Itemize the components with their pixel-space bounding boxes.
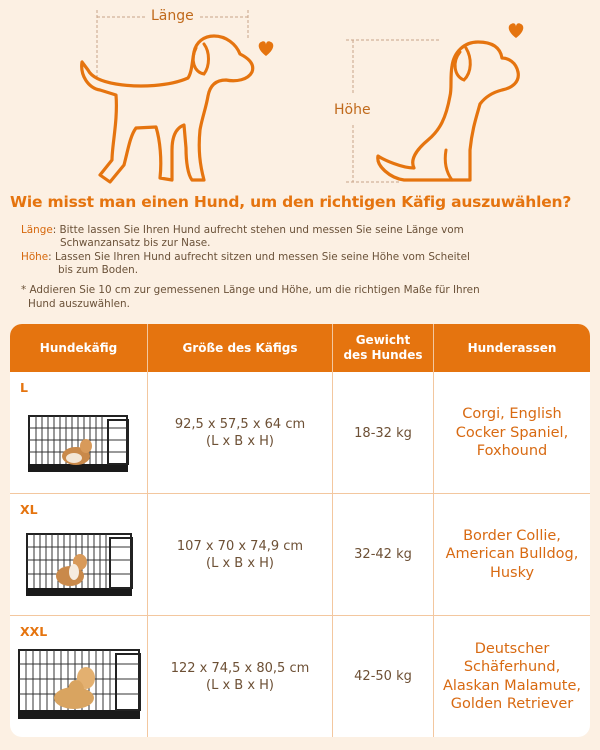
breed-line: Border Collie, bbox=[463, 527, 561, 544]
dog-weight: 32-42 kg bbox=[354, 547, 412, 562]
dimensions-value: 122 x 74,5 x 80,5 cm bbox=[170, 660, 310, 676]
breed-line: Deutscher bbox=[474, 640, 550, 657]
length-term: Länge bbox=[21, 224, 53, 236]
length-instruction bbox=[21, 224, 464, 250]
cage-dimensions bbox=[148, 373, 332, 493]
dimensions-note: (L x B x H) bbox=[206, 434, 274, 449]
dimensions-value: 107 x 70 x 74,9 cm bbox=[176, 538, 304, 554]
cage-size-label: L bbox=[20, 380, 28, 395]
cage-size-label: XL bbox=[20, 502, 38, 517]
size-table bbox=[10, 324, 590, 737]
breed-line: Husky bbox=[489, 564, 535, 581]
note-line2: Hund auszuwählen. bbox=[28, 297, 130, 310]
height-label: Höhe bbox=[334, 102, 371, 118]
heart-icon bbox=[509, 23, 524, 38]
cage-image bbox=[26, 406, 132, 476]
breed-line: Golden Retriever bbox=[450, 696, 574, 712]
cage-size-label: XXL bbox=[20, 624, 48, 639]
cage-dimensions bbox=[148, 616, 332, 737]
page-title: Wie misst man einen Hund, um den richtigen Käfig auszuwählen? bbox=[10, 193, 572, 211]
header-cage: Hundekäfig bbox=[39, 340, 118, 355]
length-instruction-line1: : Bitte lassen Sie Ihren Hund aufrecht stehen und messen Sie seine Länge vom bbox=[52, 224, 464, 236]
breed-line: Cocker Spaniel, bbox=[455, 424, 569, 441]
breed-line: American Bulldog, bbox=[445, 546, 579, 563]
breed-line: Foxhound bbox=[476, 443, 548, 460]
cage-dimensions bbox=[148, 494, 332, 615]
breed-line: Corgi, English bbox=[462, 406, 562, 423]
height-term: Höhe bbox=[21, 251, 49, 263]
standing-dog-ear-icon bbox=[193, 44, 208, 74]
header-size: Größe des Käfigs bbox=[182, 340, 298, 355]
length-label: Länge bbox=[151, 8, 194, 24]
header-breeds: Hunderassen bbox=[467, 340, 557, 355]
dog-breeds bbox=[434, 494, 590, 615]
dimensions-value: 92,5 x 57,5 x 64 cm bbox=[174, 417, 306, 432]
length-instruction-line2: Schwanzansatz bis zur Nase. bbox=[60, 237, 211, 249]
dimensions-note: (L x B x H) bbox=[206, 555, 274, 571]
height-instruction bbox=[21, 251, 470, 277]
cage-image bbox=[16, 644, 144, 724]
sitting-dog-icon bbox=[378, 42, 519, 180]
breed-line: Schäferhund, bbox=[463, 659, 561, 675]
header-weight-line1: Gewicht bbox=[355, 333, 411, 347]
heart-icon bbox=[259, 41, 274, 56]
dog-breeds bbox=[434, 616, 590, 737]
height-instruction-line2: bis zum Boden. bbox=[58, 264, 139, 276]
note-line1: * Addieren Sie 10 cm zur gemessenen Länge und Höhe, um die richtigen Maße für Ihren bbox=[21, 284, 480, 296]
dog-breeds bbox=[434, 373, 590, 493]
header-weight bbox=[333, 324, 433, 372]
dog-weight: 42-50 kg bbox=[354, 669, 412, 684]
measurement-note bbox=[21, 284, 480, 311]
header-weight-line2: des Hundes bbox=[343, 348, 423, 362]
measurement-illustration bbox=[0, 0, 600, 195]
standing-dog-icon bbox=[82, 36, 253, 182]
dimensions-note: (L x B x H) bbox=[206, 677, 274, 693]
breed-line: Alaskan Malamute, bbox=[442, 677, 582, 694]
dog-weight: 18-32 kg bbox=[354, 425, 412, 441]
sitting-dog-leg-icon bbox=[445, 150, 452, 180]
cage-image bbox=[24, 526, 136, 600]
height-instruction-line1: : Lassen Sie Ihren Hund aufrecht sitzen und messen Sie seine Höhe vom Scheitel bbox=[48, 251, 470, 263]
